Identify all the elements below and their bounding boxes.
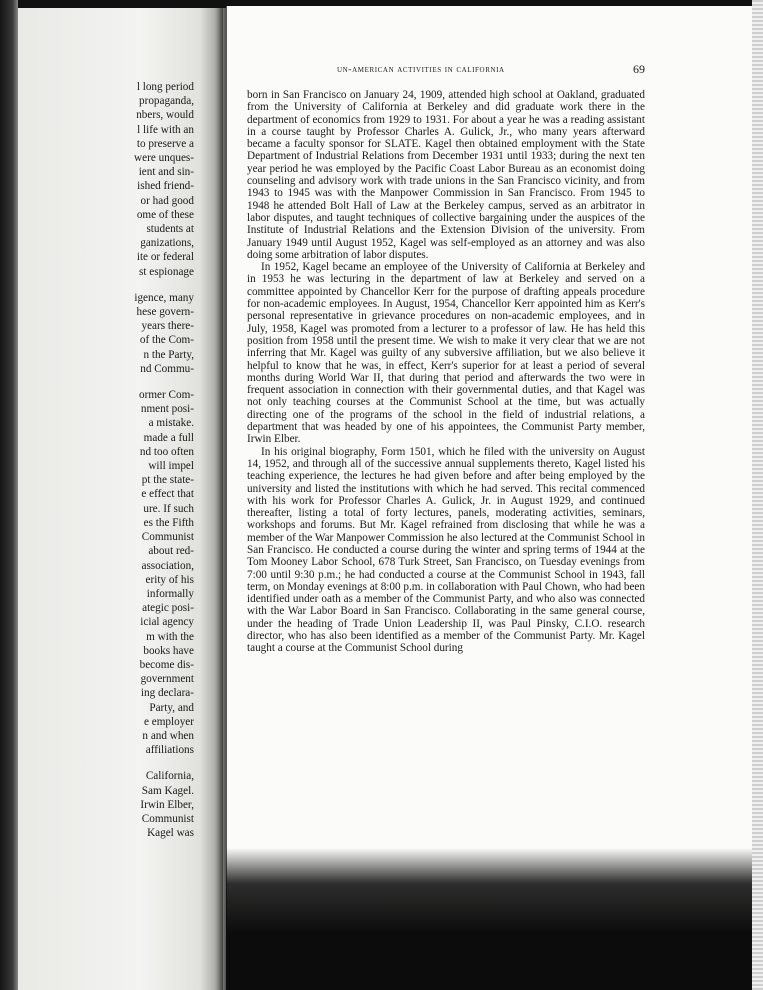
left-fragment-line: California, <box>145 770 194 783</box>
scan-left-edge <box>0 0 18 990</box>
left-fragment-line: pt the state- <box>141 474 194 487</box>
left-fragment-line: nd too often <box>139 445 194 458</box>
left-fragment-line: will impel <box>148 460 194 473</box>
left-fragment-group-1 <box>92 80 194 279</box>
left-fragment-line: l life with an <box>137 123 194 136</box>
left-fragment-group-3 <box>92 388 194 757</box>
body-text <box>247 89 645 655</box>
left-fragment-line: Kagel was <box>147 827 194 840</box>
left-fragment-line: become dis- <box>139 658 194 671</box>
left-fragment-line: ure. If such <box>143 502 194 515</box>
left-fragment-line: e effect that <box>141 488 194 501</box>
left-fragment-line: ome of these <box>136 208 194 221</box>
left-page-text <box>92 80 194 840</box>
left-fragment-line: government <box>140 673 194 686</box>
left-fragment-line: to preserve a <box>136 137 194 150</box>
left-fragment-group-2 <box>92 291 194 376</box>
left-fragment-line: m with the <box>146 630 194 643</box>
paragraph-1: born in San Francisco on January 24, 1909, attended high school at Oakland, graduated from the University of California at Berkeley and did graduate work there in the department of economics from 1929 to 1931. For about a year he was a reading assistant in a course taught by Professor Charles A. Gulick, Jr., who many years afterward became a faculty sponsor for SLATE. Kagel then obtained employment with the State Department of Industrial Relations from December 1931 until 1933; during the next ten year period he was employed by the Pacific Coast Labor Bureau as an economist doing counseling and advisory work with trade unions in the San Francisco vicinity, and from 1943 to 1945 was with the Manpower Commission in San Francisco. From 1945 to 1948 he attended Bolt Hall of Law at the Berkeley campus, served as an arbitrator in labor disputes, and taught techniques of collective bargaining under the auspices of the Institute of Industrial Relations and the Extension Division of the university. From January 1949 until August 1952, Kagel was self-employed as an attorney and was also doing some arbitration of labor disputes. <box>247 89 645 261</box>
left-fragment-line: nment posi- <box>140 403 194 416</box>
left-fragment-line: were unques- <box>134 152 194 165</box>
left-fragment-line: books have <box>143 644 194 657</box>
left-fragment-line: of the Com- <box>139 334 194 347</box>
left-fragment-line: ganizations, <box>140 237 194 250</box>
left-fragment-line: Irwin Elber, <box>140 798 194 811</box>
left-fragment-line: propaganda, <box>139 95 194 108</box>
scan-bottom-shadow <box>226 848 763 990</box>
left-fragment-group-4 <box>92 769 194 840</box>
page-number: 69 <box>633 62 645 76</box>
left-fragment-line: a mistake. <box>148 417 194 430</box>
left-fragment-line: about red- <box>148 545 194 558</box>
left-fragment-line: years there- <box>141 320 194 333</box>
left-fragment-line: informally <box>146 587 194 600</box>
left-fragment-line: students at <box>146 223 194 236</box>
left-fragment-line: or had good <box>140 194 194 207</box>
left-fragment-line: ite or federal <box>136 251 194 264</box>
left-fragment-line: n and when <box>142 729 194 742</box>
paragraph-2: In 1952, Kagel became an employee of the University of California at Berkeley and in 1953 he was lecturing in the department of law at Berkeley and served on a committee appointed by Chancellor Kerr for the purpose of drafting appeals procedure for non-academic employees. In August, 1954, Chancellor Kerr appointed him as Kerr's personal representative in grievance procedures on non-academic employees, and in July, 1958, Kagel was promoted from a lecturer to a professor of law. He has held this position from 1958 until the present time. We wish to make it very clear that we are not inferring that Mr. Kagel was guilty of any subversive affiliation, but we also believe it helpful to know that he was, in effect, Kerr's superior for at least a period of several months during World War II, that during that period and afterwards the two were in frequent association in connection with their governmental duties, and that Kagel was not only teaching courses at the Communist School at the time, but was actually directing one of the programs of the school in the field of industrial relations, a department that was headed by one of his appointees, the Communist Party member, Irwin Elber. <box>247 261 645 446</box>
left-fragment-line: nbers, would <box>136 109 194 122</box>
left-fragment-line: Communist <box>141 812 194 825</box>
left-fragment-line: ient and sin- <box>138 166 194 179</box>
left-fragment-line: nd Commu- <box>140 362 194 375</box>
left-fragment-line: erity of his <box>145 573 194 586</box>
left-fragment-line: st espionage <box>139 265 194 278</box>
left-fragment-line: l long period <box>136 81 194 93</box>
left-fragment-line: ormer Com- <box>139 389 194 402</box>
left-fragment-line: igence, many <box>134 291 194 304</box>
left-fragment-line: icial agency <box>140 616 194 629</box>
left-fragment-line: ished friend- <box>137 180 194 193</box>
left-fragment-line: ing declara- <box>140 687 194 700</box>
left-fragment-line: Communist <box>141 531 194 544</box>
left-fragment-line: association, <box>141 559 194 572</box>
left-fragment-line: ategic posi- <box>142 602 194 615</box>
scan-right-edge <box>752 0 763 990</box>
left-fragment-line: Party, and <box>149 701 194 714</box>
left-fragment-line: e employer <box>143 715 194 728</box>
page-header <box>247 64 645 80</box>
left-fragment-line: made a full <box>143 431 194 444</box>
paragraph-3: In his original biography, Form 1501, which he filed with the university on August 14, 1952, and through all of the successive annual supplements thereto, Kagel listed his teaching experience, the lectures he had given before and after being employed by the university and listed the institutions with which he had served. This recital commenced with his work for Professor Charles A. Gulick, Jr. in August 1929, and continued thereafter, listing a total of forty lectures, panels, moderating activities, seminars, workshops and forums. But Mr. Kagel refrained from disclosing that while he was a member of the War Manpower Commission he also lectured at the Communist School in San Francisco. He conducted a course during the winter and spring terms of 1944 at the Tom Mooney Labor School, 678 Turk Street, San Francisco, on Tuesday evenings from 7:00 until 9:30 p.m.; he had conducted a course at the Communist School in 1943, fall term, on Monday evenings at 8:00 p.m. in collaboration with Paul Chown, who had been identified under oath as a member of the Communist Party, and who also was connected with the War Labor Board in San Francisco. Collaborating in the same general course, under the heading of Trade Union Leadership II, was Paul Pinsky, C.I.O. research director, who has also been identified as a member of the Communist Party. Mr. Kagel taught a course at the Communist School during <box>247 445 645 655</box>
running-head: un-american activities in california <box>337 64 505 75</box>
left-fragment-line: es the Fifth <box>143 516 194 529</box>
left-fragment-line: affiliations <box>145 744 194 757</box>
left-fragment-line: Sam Kagel. <box>141 784 194 797</box>
left-fragment-line: hese govern- <box>136 306 194 319</box>
left-fragment-line: n the Party, <box>143 348 194 361</box>
